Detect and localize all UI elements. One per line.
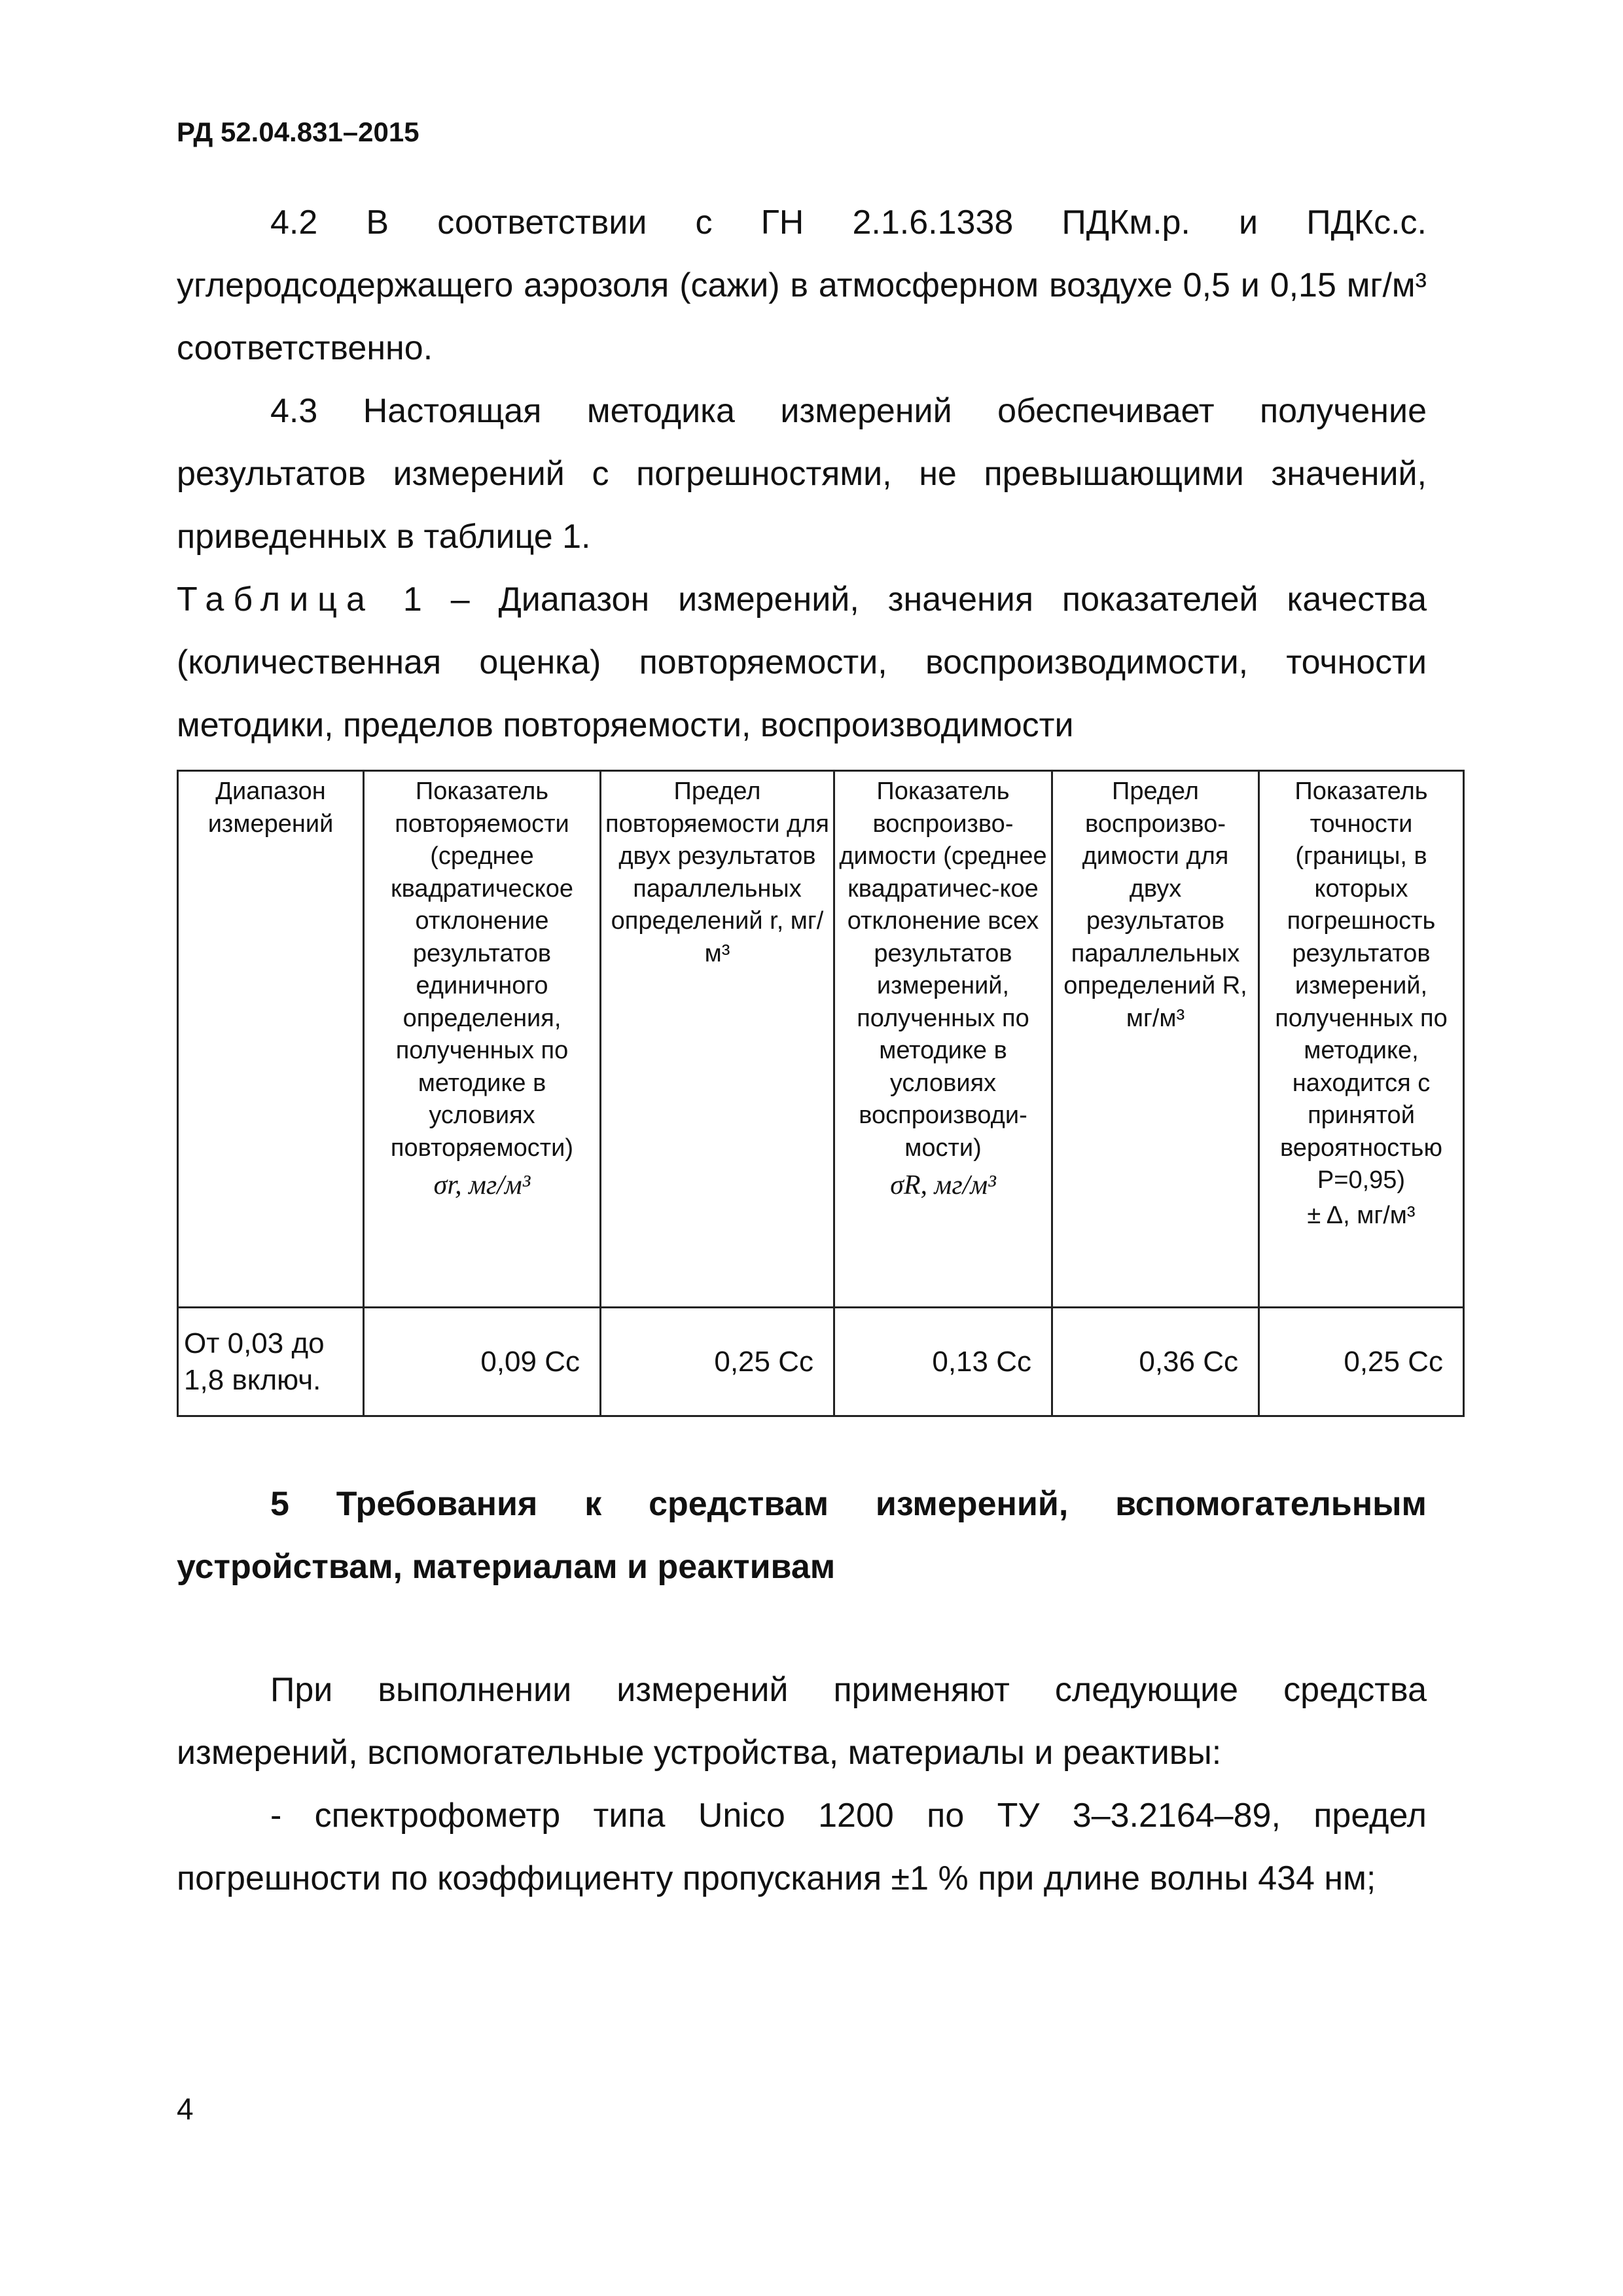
header-repeatability [364, 771, 601, 1308]
table-row [178, 1308, 1464, 1416]
header-reproducibility [834, 771, 1052, 1308]
cell-repeatability: 0,09 Сс [364, 1308, 601, 1416]
document-code: РД 52.04.831–2015 [177, 117, 419, 147]
header-reproducibility-text: Показатель воспроизво-димости (среднее квадратичес-кое отклонение всех результатов измерений, полученных по методике в условиях воспроизводи-мости) [839, 778, 1047, 1162]
header-repeatability-limit-text: Предел повторяемости для двух результатов параллельных определений r, мг/м³ [605, 778, 829, 967]
header-accuracy [1259, 771, 1464, 1308]
header-accuracy-text: Показатель точности (границы, в которых погрешность результатов измерений, полученных по методике, находится с принятой вероятностью P=0,95) [1275, 778, 1448, 1194]
table-caption-word: Таблица [177, 581, 374, 619]
table-caption [177, 568, 1427, 757]
delta-symbol: ± Δ, мг/м³ [1307, 1201, 1416, 1229]
table-header-row [178, 771, 1464, 1308]
cell-repeatability-limit: 0,25 Сс [601, 1308, 834, 1416]
section-5-heading: 5 Требования к средствам измерений, вспомогательным устройствам, материалам и реактивам [177, 1485, 1427, 1586]
header-range [178, 771, 364, 1308]
paragraph-4-2: 4.2 В соответствии с ГН 2.1.6.1338 ПДКм.р. и ПДКс.с. углеродсодержащего аэрозоля (сажи) в атмосферном воздухе 0,5 и 0,15 мг/м³ соответственно. [177, 204, 1427, 367]
paragraph-4-3: 4.3 Настоящая методика измерений обеспечивает получение результатов измерений с погрешностями, не превышающими значений, приведенных в таблице 1. [177, 392, 1427, 556]
sigma-R-symbol: σR, мг/м³ [890, 1170, 996, 1200]
header-reproducibility-limit [1052, 771, 1259, 1308]
list-item: - спектрофометр типа Unico 1200 по ТУ 3–3.2164–89, предел погрешности по коэффициенту пропускания ±1 % при длине волны 434 нм; [177, 1797, 1427, 1897]
table-caption-text: 1 – Диапазон измерений, значения показателей качества (количественная оценка) повторяемости, воспроизводимости, точности методики, пределов повторяемости, воспроизводимости [177, 581, 1427, 744]
page-number: 4 [177, 2092, 194, 2126]
cell-reproducibility: 0,13 Сс [834, 1308, 1052, 1416]
header-reproducibility-limit-text: Предел воспроизво-димости для двух результатов параллельных определений R, мг/м³ [1063, 778, 1247, 1032]
measurement-table [177, 770, 1465, 1417]
cell-reproducibility-limit: 0,36 Сс [1052, 1308, 1259, 1416]
header-repeatability-text: Показатель повторяемости (среднее квадратическое отклонение результатов единичного определения, полученных по методике в условиях повторяемости) [390, 778, 574, 1162]
cell-accuracy: 0,25 Сс [1259, 1308, 1464, 1416]
cell-range: От 0,03 до 1,8 включ. [178, 1308, 364, 1416]
section-5-intro: При выполнении измерений применяют следующие средства измерений, вспомогательные устройства, материалы и реактивы: [177, 1671, 1427, 1772]
header-repeatability-limit [601, 771, 834, 1308]
header-range-text: Диапазон измерений [207, 778, 334, 838]
sigma-r-symbol: σr, мг/м³ [433, 1170, 531, 1200]
